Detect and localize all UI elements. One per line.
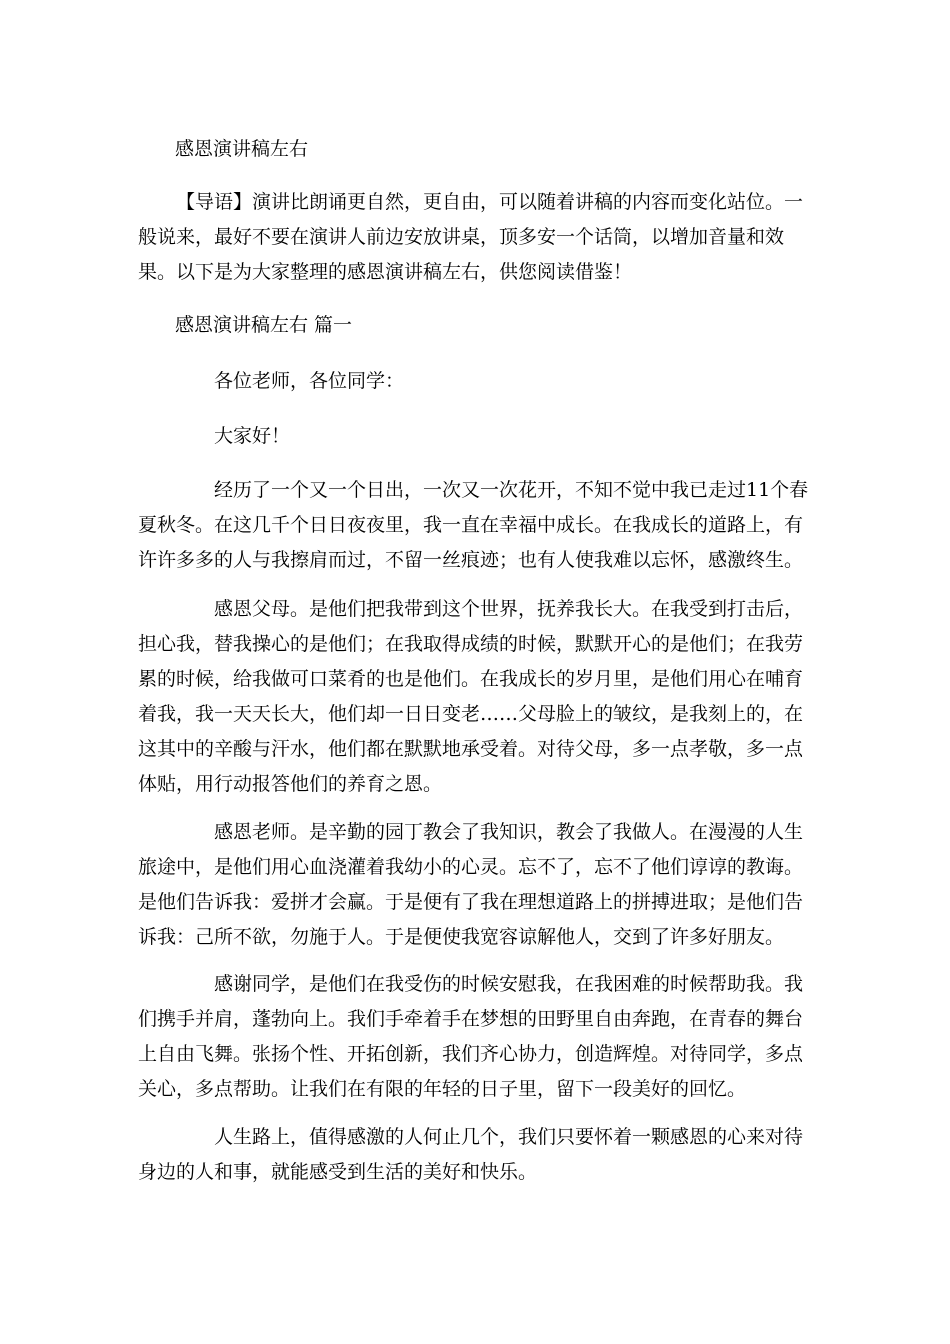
body-paragraph: 经历了一个又一个日出，一次又一次花开，不知不觉中我已走过11个春夏秋冬。在这几千个日日夜夜里，我一直在幸福中成长。在我成长的道路上，有许许多多的人与我擦肩而过，不留一丝痕迹；也有人使我难以忘怀，感激终生。 <box>138 479 809 571</box>
section-heading: 感恩演讲稿左右 篇一 <box>175 314 353 336</box>
greeting: 大家好！ <box>214 425 291 447</box>
salutation: 各位老师，各位同学： <box>214 370 405 392</box>
document-title: 感恩演讲稿左右 <box>175 138 309 160</box>
body-paragraph: 感谢同学，是他们在我受伤的时候安慰我，在我困难的时候帮助我。我们携手并肩，蓬勃向上。我们手牵着手在梦想的田野里自由奔跑，在青春的舞台上自由飞舞。张扬个性、开拓创新，我们齐心协力，创造辉煌。对待同学，多点关心，多点帮助。让我们在有限的年轻的日子里，留下一段美好的回忆。 <box>138 973 804 1100</box>
body-paragraph: 感恩父母。是他们把我带到这个世界，抚养我长大。在我受到打击后，担心我，替我操心的是他们；在我取得成绩的时候，默默开心的是他们；在我劳累的时候，给我做可口菜肴的也是他们。在我成长的岁月里，是他们用心在哺育着我，我一天天长大，他们却一日日变老……父母脸上的皱纹，是我刻上的，在这其中的辛酸与汗水，他们都在默默地承受着。对待父母，多一点孝敬，多一点体贴，用行动报答他们的养育之恩。 <box>138 598 804 795</box>
body-paragraph: 感恩老师。是辛勤的园丁教会了我知识，教会了我做人。在漫漫的人生旅途中，是他们用心血浇灌着我幼小的心灵。忘不了，忘不了他们谆谆的教诲。是他们告诉我：爱拼才会赢。于是便有了我在理想道路上的拼搏进取；是他们告诉我：己所不欲，勿施于人。于是便使我宽容谅解他人，交到了许多好朋友。 <box>138 821 804 948</box>
intro-paragraph: 【导语】演讲比朗诵更自然，更自由，可以随着讲稿的内容而变化站位。一般说来，最好不要在演讲人前边安放讲桌，顶多安一个话筒，以增加音量和效果。以下是为大家整理的感恩演讲稿左右，供您阅读借鉴！ <box>138 191 804 283</box>
body-paragraph: 人生路上，值得感激的人何止几个，我们只要怀着一颗感恩的心来对待身边的人和事，就能感受到生活的美好和快乐。 <box>138 1126 804 1183</box>
